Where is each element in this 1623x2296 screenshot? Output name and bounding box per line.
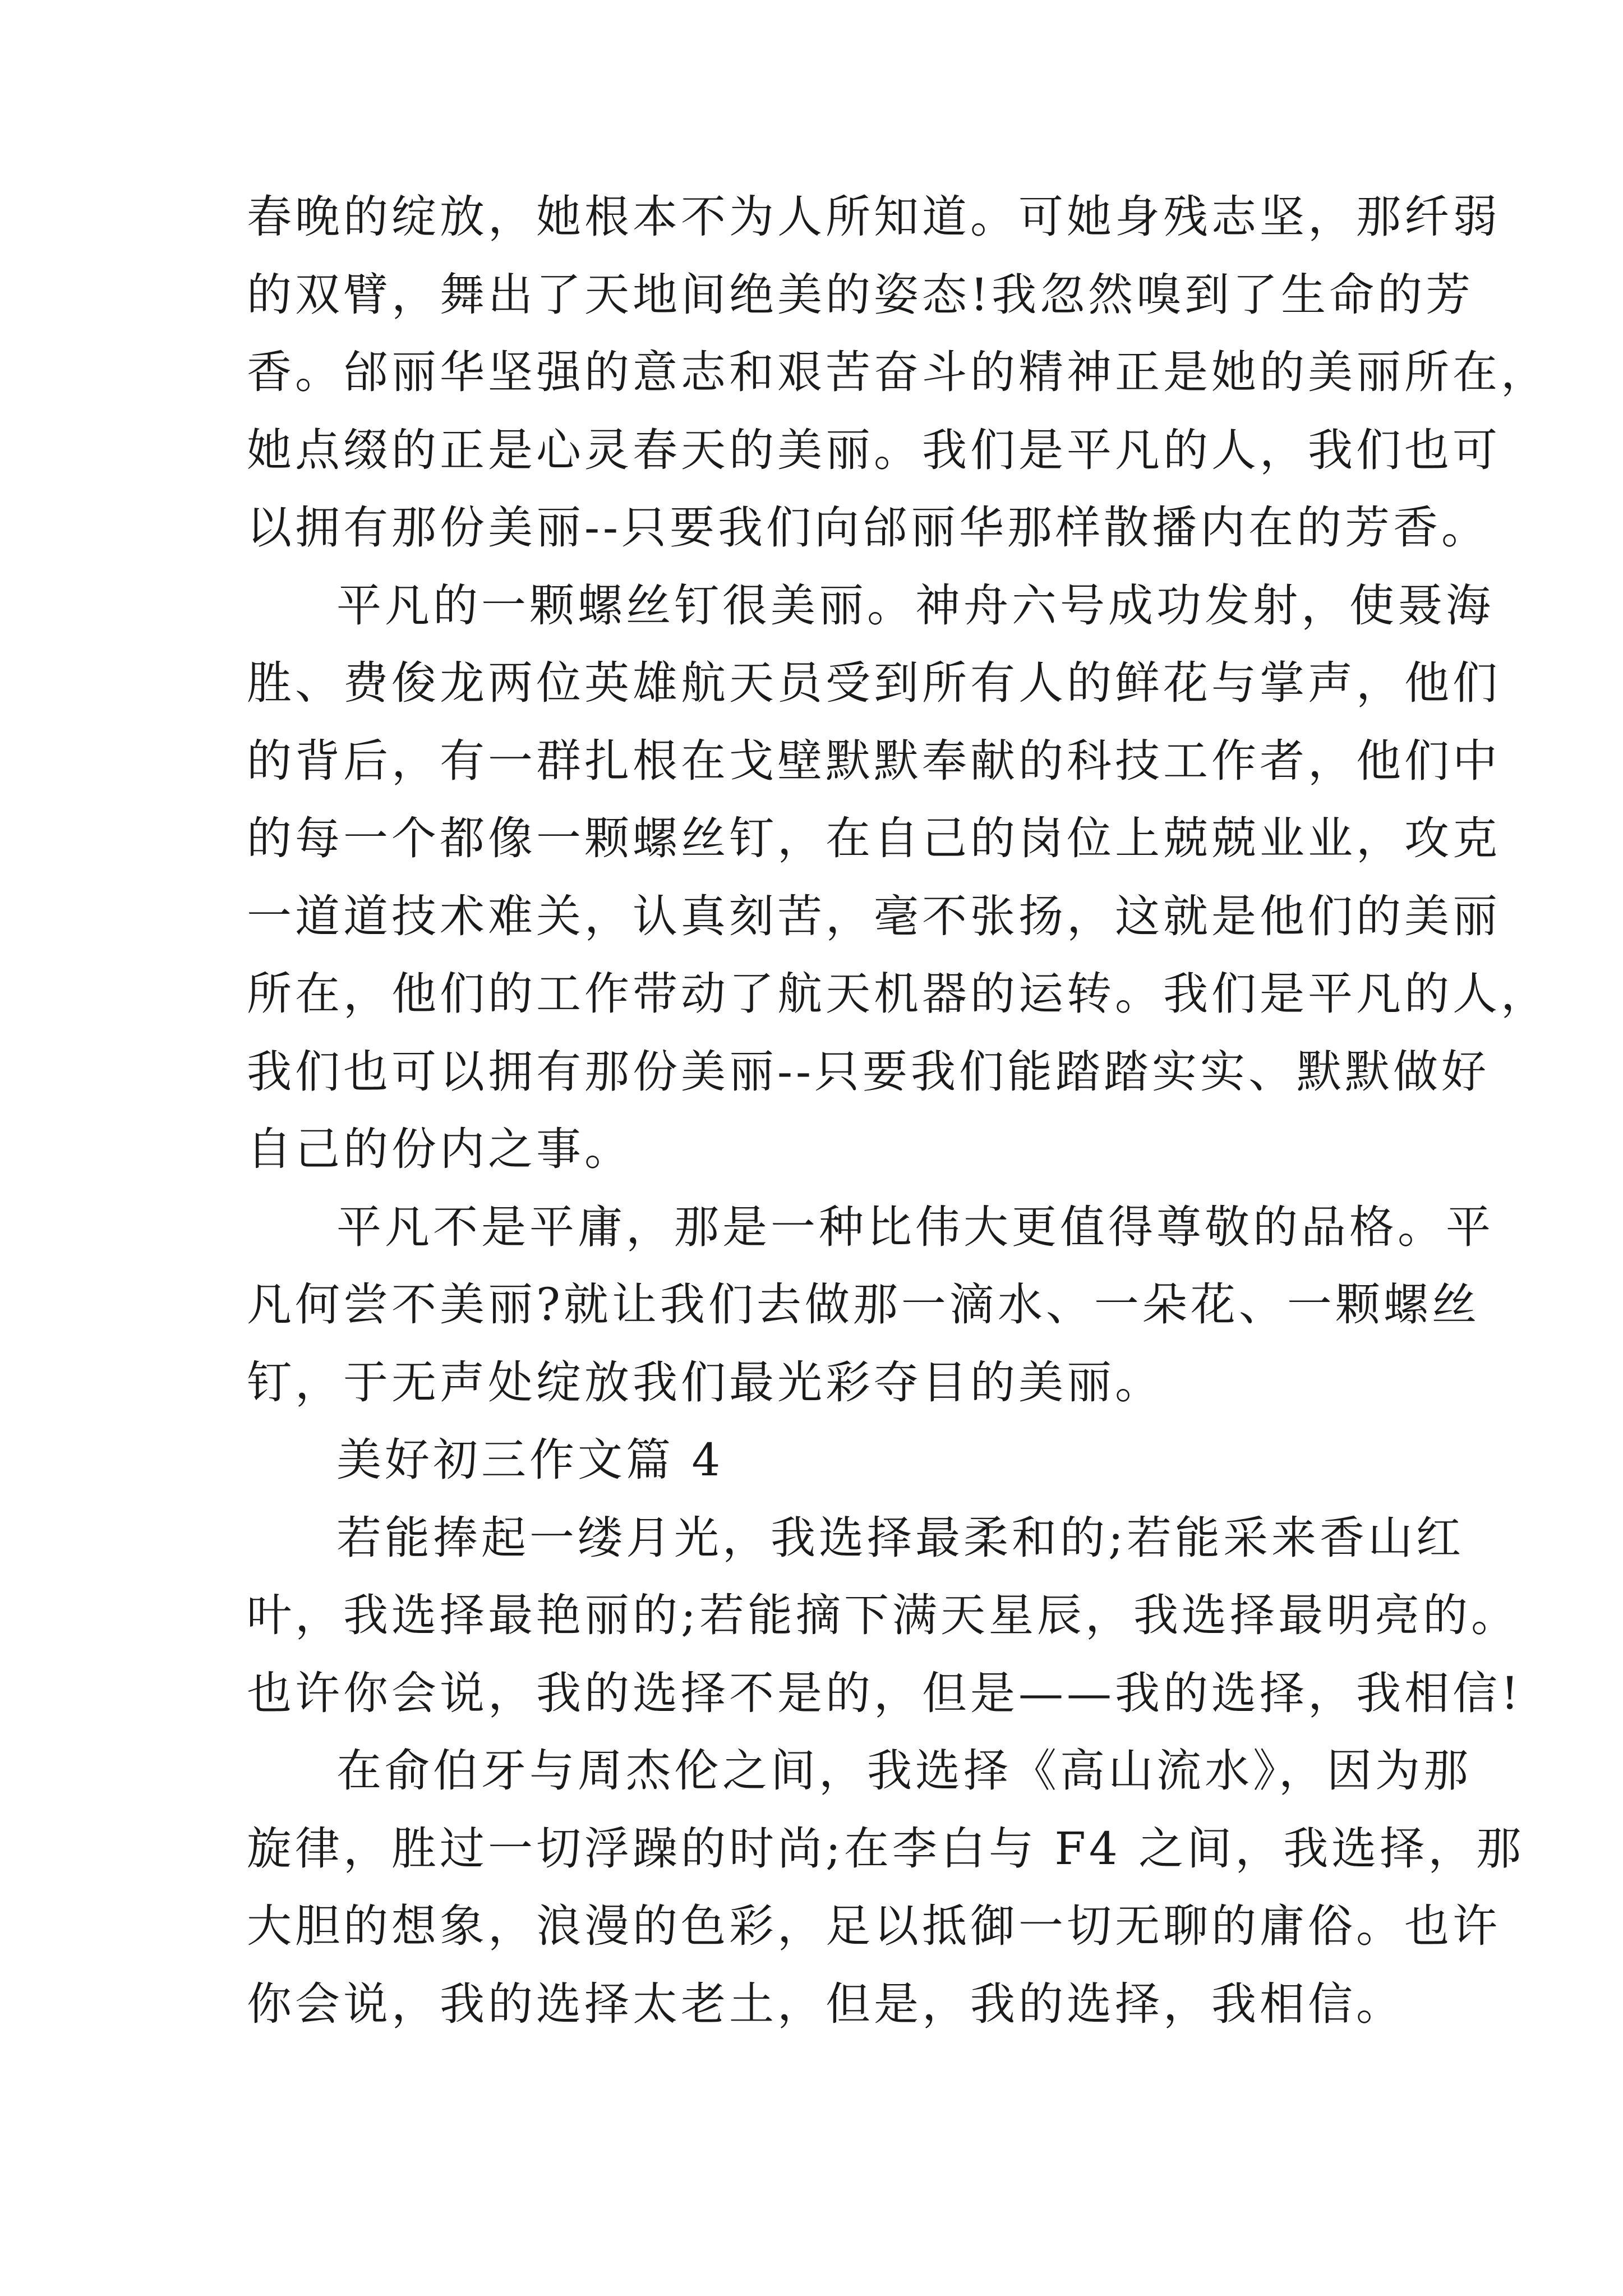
text-line: 平凡不是平庸，那是一种比伟大更值得尊敬的品格。平 [336, 1200, 1494, 1253]
text-line: 也许你会说，我的选择不是的，但是——我的选择，我相信! [247, 1667, 1523, 1719]
text-line: 的背后，有一群扎根在戈壁默默奉献的科技工作者，他们中 [247, 734, 1501, 787]
text-line: 的双臂，舞出了天地间绝美的姿态!我忽然嗅到了生命的芳 [247, 268, 1474, 321]
text-line: 胜、费俊龙两位英雄航天员受到所有人的鲜花与掌声，他们 [247, 657, 1501, 709]
text-line: 凡何尝不美丽?就让我们去做那一滴水、一朵花、一颗螺丝 [247, 1278, 1480, 1331]
text-line: 旋律，胜过一切浮躁的时尚;在李白与 F4 之间，我选择，那 [247, 1822, 1525, 1875]
text-line: 若能捧起一缕月光，我选择最柔和的;若能采来香山红 [336, 1511, 1464, 1564]
text-line: 一道道技术难关，认真刻苦，毫不张扬，这就是他们的美丽 [247, 890, 1501, 942]
text-line: 所在，他们的工作带动了航天机器的运转。我们是平凡的人， [247, 968, 1549, 1020]
text-line: 钉，于无声处绽放我们最光彩夺目的美丽。 [247, 1356, 1163, 1409]
text-line: 美好初三作文篇 4 [336, 1434, 724, 1486]
text-line: 平凡的一颗螺丝钉很美丽。神舟六号成功发射，使聂海 [336, 579, 1494, 632]
text-line: 在俞伯牙与周杰伦之间，我选择《高山流水》，因为那 [336, 1745, 1472, 1797]
text-line: 大胆的想象，浪漫的色彩，足以抵御一切无聊的庸俗。也许 [247, 1900, 1501, 1952]
text-line: 的每一个都像一颗螺丝钉，在自己的岗位上兢兢业业，攻克 [247, 812, 1501, 864]
text-line: 以拥有那份美丽--只要我们向邰丽华那样散播内在的芳香。 [247, 501, 1490, 554]
text-line: 春晚的绽放，她根本不为人所知道。可她身残志坚，那纤弱 [247, 191, 1501, 243]
document-body [247, 178, 1549, 2043]
text-line: 自己的份内之事。 [247, 1123, 633, 1175]
text-line: 叶，我选择最艳丽的;若能摘下满天星辰，我选择最明亮的。 [247, 1589, 1519, 1641]
text-line: 我们也可以拥有那份美丽--只要我们能踏踏实实、默默做好 [247, 1045, 1490, 1098]
text-line: 香。邰丽华坚强的意志和艰苦奋斗的精神正是她的美丽所在， [247, 346, 1549, 398]
text-line: 她点缀的正是心灵春天的美丽。我们是平凡的人，我们也可 [247, 424, 1501, 476]
text-line: 你会说，我的选择太老土，但是，我的选择，我相信。 [247, 1977, 1404, 2030]
